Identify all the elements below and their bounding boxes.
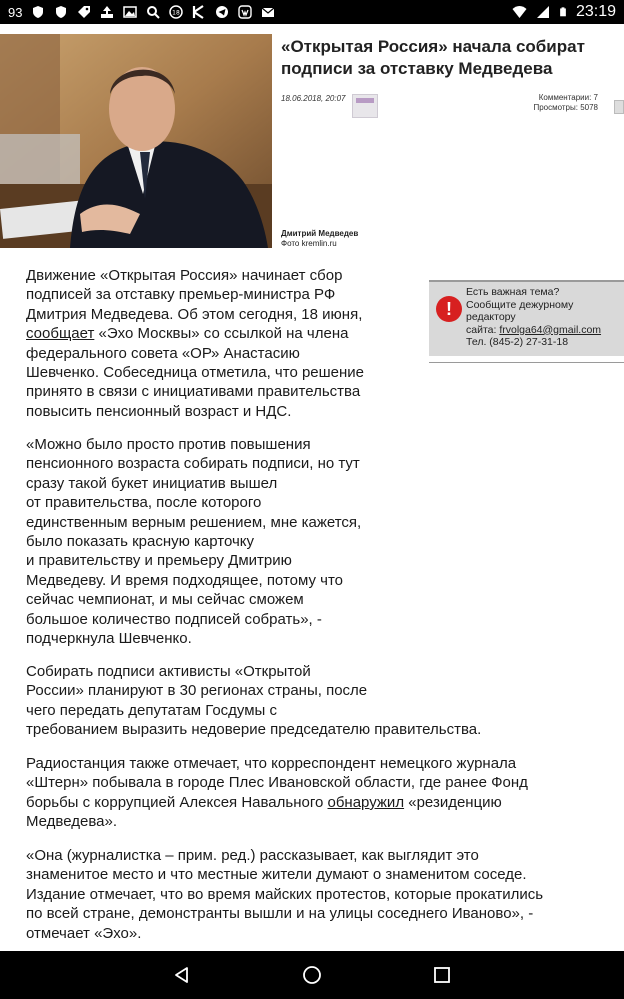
recents-button[interactable]: [432, 965, 452, 985]
print-icon[interactable]: [352, 94, 378, 118]
article-title-line: подписи за отставку Медведева: [281, 59, 553, 78]
search-icon: [146, 5, 160, 19]
article-date: 18.06.2018, 20:07: [281, 94, 346, 103]
wifi-icon: [511, 5, 528, 19]
text-line: «Можно было просто против повышения: [26, 436, 311, 453]
text-line: повысить пенсионный возраст и НДС.: [26, 402, 292, 420]
photo-caption: [281, 229, 358, 249]
signal-icon: [536, 5, 550, 19]
text-line: Издание отмечает, что во время майских протестов, которые прокатились: [26, 885, 544, 903]
text-fragment: борьбы с коррупцией Алексея Навального: [26, 793, 328, 811]
home-button[interactable]: [302, 965, 322, 985]
text-fragment: «Эхо Москвы» со ссылкой на члена: [98, 325, 349, 343]
shield-icon: [54, 5, 68, 19]
article-title-line: «Открытая Россия» начала собират: [281, 37, 585, 56]
caption-source: Фото kremlin.ru: [281, 239, 337, 248]
text-line: России» планируют в 30 регионах страны, после: [26, 682, 368, 700]
text-line: сейчас чемпионат, и мы сейчас сможем: [26, 591, 304, 609]
shield-icon: [31, 5, 45, 19]
text-line: отмечает «Эхо».: [26, 924, 142, 942]
article-photo[interactable]: [0, 34, 272, 248]
tag-icon: [77, 5, 91, 19]
source-link[interactable]: сообщает: [26, 325, 95, 343]
text-line: знаменитое место и что местные жители думают о знаменитом соседе.: [26, 866, 527, 884]
status-bar: [0, 0, 624, 24]
paragraph: [26, 266, 364, 421]
text-line: большое количество подписей собрать», -: [26, 610, 322, 628]
text-line: требованием выразить недоверие председателю правительства.: [26, 721, 482, 739]
kinopoisk-icon: [192, 5, 206, 19]
upload-icon: [100, 5, 114, 19]
info-site-label: сайта:: [466, 323, 500, 336]
info-line: [466, 324, 601, 337]
back-button[interactable]: [172, 965, 192, 985]
views-count: Просмотры: 5078: [533, 103, 598, 112]
text-line: и правительству и премьеру Дмитрию: [26, 552, 292, 570]
text-line: [26, 324, 364, 343]
paragraph: [26, 662, 481, 740]
text-line: Движение «Открытая Россия» начинает сбор: [26, 267, 343, 284]
alert-icon: !: [436, 296, 462, 322]
clock: 23:19: [575, 3, 616, 20]
system-nav-bar: [0, 951, 624, 999]
text-line: Радиостанция также отмечает, что корреспондент немецкого журнала: [26, 755, 517, 772]
paragraph: [26, 846, 543, 943]
share-icon[interactable]: [614, 100, 624, 114]
editor-email-link[interactable]: frvolga64@gmail.com: [499, 323, 602, 336]
text-line: Медведеву. И время подходящее, потому что: [26, 571, 343, 589]
text-fragment: «резиденцию: [404, 793, 502, 811]
article-title: [281, 36, 624, 80]
battery-level-text: 93: [8, 4, 23, 20]
info-phone[interactable]: Тел. (845-2) 27-31-18: [466, 336, 569, 348]
article-stats: [533, 93, 598, 113]
found-link[interactable]: обнаружил: [327, 793, 405, 811]
text-line: подчеркнула Шевченко.: [26, 630, 192, 648]
badge-icon: [169, 5, 183, 19]
editor-contact-box: [429, 280, 624, 356]
text-line: Медведева».: [26, 813, 117, 831]
text-line: «Она (журналистка – прим. ред.) рассказывает, как выглядит это: [26, 847, 479, 864]
text-line: федерального совета «ОР» Анастасию: [26, 344, 300, 362]
battery-icon: [558, 5, 568, 19]
divider: [429, 362, 624, 363]
text-line: по всей стране, демонстранты вышли и на улицы соседнего Иваново», -: [26, 905, 534, 923]
info-line: редактору: [466, 311, 516, 323]
svg-text:18: 18: [172, 9, 181, 17]
text-line: пенсионного возраста собирать подписи, но тут: [26, 455, 360, 473]
text-line: [26, 793, 528, 812]
text-line: сразу такой букет инициатив вышел: [26, 474, 278, 492]
image-icon: [123, 5, 137, 19]
caption-name: Дмитрий Медведев: [281, 229, 359, 238]
text-line: от правительства, после которого: [26, 494, 262, 512]
text-line: было показать красную карточку: [26, 533, 255, 551]
text-line: принято в связи с инициативами правительства: [26, 383, 361, 401]
text-line: подписей за отставку премьер-министра РФ: [26, 286, 336, 304]
home-icon: [302, 965, 322, 985]
back-icon: [173, 966, 191, 984]
text-line: «Штерн» побывала в городе Плес Ивановской области, где ранее Фонд: [26, 774, 528, 792]
paragraph: [26, 435, 361, 648]
text-line: Дмитрия Медведева. Об этом сегодня, 18 июня,: [26, 305, 363, 323]
editor-contact-text: [466, 286, 601, 349]
recents-icon: [433, 966, 451, 984]
info-line: Сообщите дежурному: [466, 298, 574, 311]
comments-count[interactable]: Комментарии: 7: [538, 93, 598, 102]
text-line: чего передать депутатам Госдумы с: [26, 701, 278, 719]
vk-icon: [238, 5, 252, 19]
mail-icon: [261, 5, 275, 19]
text-line: единственным верным решением, мне кажется,: [26, 513, 362, 531]
info-line: Есть важная тема?: [466, 286, 560, 298]
text-line: Собирать подписи активисты «Открытой: [26, 663, 311, 680]
telegram-icon: [215, 5, 229, 19]
text-line: Шевченко. Собеседница отметила, что решение: [26, 364, 365, 382]
paragraph: [26, 754, 528, 832]
